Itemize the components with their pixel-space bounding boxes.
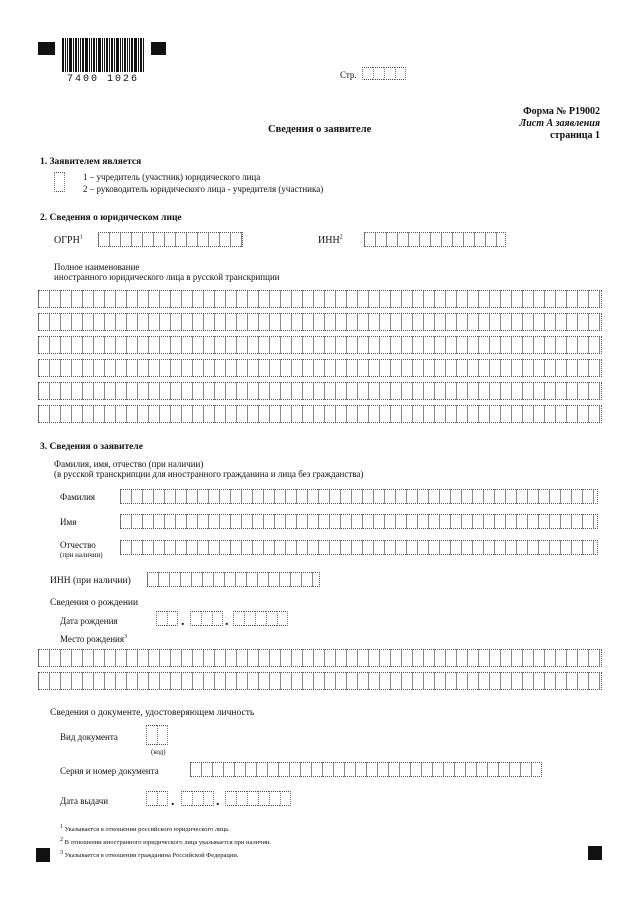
ogrn-label-text: ОГРН xyxy=(54,235,80,246)
corner-marker-top-right xyxy=(151,42,166,55)
person-inn-field[interactable] xyxy=(147,572,320,587)
patronymic-note: (при наличии) xyxy=(60,551,103,559)
doc-series-label: Серия и номер документа xyxy=(60,766,159,776)
date-separator-dot: . xyxy=(171,794,175,809)
org-fullname-row-3[interactable] xyxy=(38,336,602,354)
date-separator-dot: . xyxy=(216,794,220,809)
ogrn-field[interactable] xyxy=(98,232,243,247)
birth-place-row-2[interactable] xyxy=(38,672,602,690)
corner-marker-bottom-right xyxy=(588,846,602,860)
patronymic-field[interactable] xyxy=(120,540,598,555)
section2-heading: 2. Сведения о юридическом лице xyxy=(40,213,182,223)
org-fullname-row-4[interactable] xyxy=(38,359,602,377)
corner-marker-bottom-left xyxy=(36,848,50,862)
fio-label-line1: Фамилия, имя, отчество (при наличии) xyxy=(54,459,204,469)
section1-option1: 1 – учредитель (участник) юридического лица xyxy=(83,172,261,182)
ogrn-footnote-ref: 1 xyxy=(79,234,83,241)
name-label: Имя xyxy=(60,517,77,527)
doc-series-field[interactable] xyxy=(190,762,542,777)
birth-date-label: Дата рождения xyxy=(60,616,118,626)
org-fullname-row-6[interactable] xyxy=(38,405,602,423)
surname-field[interactable] xyxy=(120,489,598,504)
issue-day-field[interactable] xyxy=(146,791,168,806)
doc-code-label: (код) xyxy=(151,748,166,756)
birth-place-label xyxy=(60,634,127,644)
org-fullname-row-1[interactable] xyxy=(38,290,602,308)
doc-issue-date-label: Дата выдачи xyxy=(60,796,109,806)
footnote-2 xyxy=(60,836,272,846)
surname-label: Фамилия xyxy=(60,492,96,502)
ogrn-label xyxy=(54,235,83,246)
birth-place-footnote-ref: 3 xyxy=(124,634,128,640)
doc-type-label: Вид документа xyxy=(60,732,118,742)
footnote-2-number: 2 xyxy=(60,836,63,843)
page-number-field[interactable] xyxy=(362,67,406,80)
birth-day-field[interactable] xyxy=(156,611,178,626)
issue-year-field[interactable] xyxy=(225,791,291,806)
section3-heading: 3. Сведения о заявителе xyxy=(40,442,143,452)
org-inn-field[interactable] xyxy=(364,232,506,247)
fullname-label-line2: иностранного юридического лица в русской транскрипции xyxy=(54,272,280,282)
section1-heading: 1. Заявителем является xyxy=(40,157,142,167)
section1-option2: 2 – руководитель юридического лица - учредителя (участника) xyxy=(83,184,324,194)
barcode-number: 7400 1026 xyxy=(67,74,140,85)
applicant-type-field[interactable] xyxy=(54,172,65,192)
inn-label-text: ИНН xyxy=(318,235,340,246)
doc-type-field[interactable] xyxy=(146,725,168,745)
footnote-3-number: 3 xyxy=(60,849,63,856)
inn-footnote-ref: 2 xyxy=(339,234,343,241)
issue-month-field[interactable] xyxy=(181,791,214,806)
birth-place-row-1[interactable] xyxy=(38,649,602,667)
birth-info-label: Сведения о рождении xyxy=(50,598,139,608)
org-fullname-row-2[interactable] xyxy=(38,313,602,331)
page-label-right: страница 1 xyxy=(550,130,600,141)
form-number: Форма № Р19002 xyxy=(523,106,600,117)
sheet-label: Лист А заявления xyxy=(519,118,600,129)
birth-year-field[interactable] xyxy=(233,611,288,626)
barcode xyxy=(62,38,145,72)
footnote-1 xyxy=(60,823,230,833)
org-fullname-row-5[interactable] xyxy=(38,382,602,400)
date-separator-dot: . xyxy=(225,614,229,629)
fio-label-line2: (в русской транскрипции для иностранного гражданина и лица без гражданства) xyxy=(54,469,364,479)
birth-place-label-text: Место рождения xyxy=(60,634,125,644)
date-separator-dot: . xyxy=(181,614,185,629)
corner-marker-top-left xyxy=(38,42,55,55)
fullname-label-line1: Полное наименование xyxy=(54,262,140,272)
birth-month-field[interactable] xyxy=(190,611,223,626)
footnote-1-number: 1 xyxy=(60,823,63,830)
page-title: Сведения о заявителе xyxy=(268,124,372,135)
inn-label xyxy=(318,235,343,246)
name-field[interactable] xyxy=(120,514,598,529)
footnote-3-text: Указывается в отношении гражданина Российской Федерации. xyxy=(64,852,239,859)
doc-info-label: Сведения о документе, удостоверяющем личность xyxy=(50,708,255,718)
footnote-2-text: В отношении иностранного юридического лица указывается при наличии. xyxy=(64,839,272,846)
page-label: Стр. xyxy=(340,70,357,80)
footnote-3 xyxy=(60,849,239,859)
patronymic-label: Отчество xyxy=(60,540,96,550)
footnote-1-text: Указывается в отношении российского юридического лица. xyxy=(64,826,230,833)
person-inn-label: ИНН (при наличии) xyxy=(50,576,131,586)
